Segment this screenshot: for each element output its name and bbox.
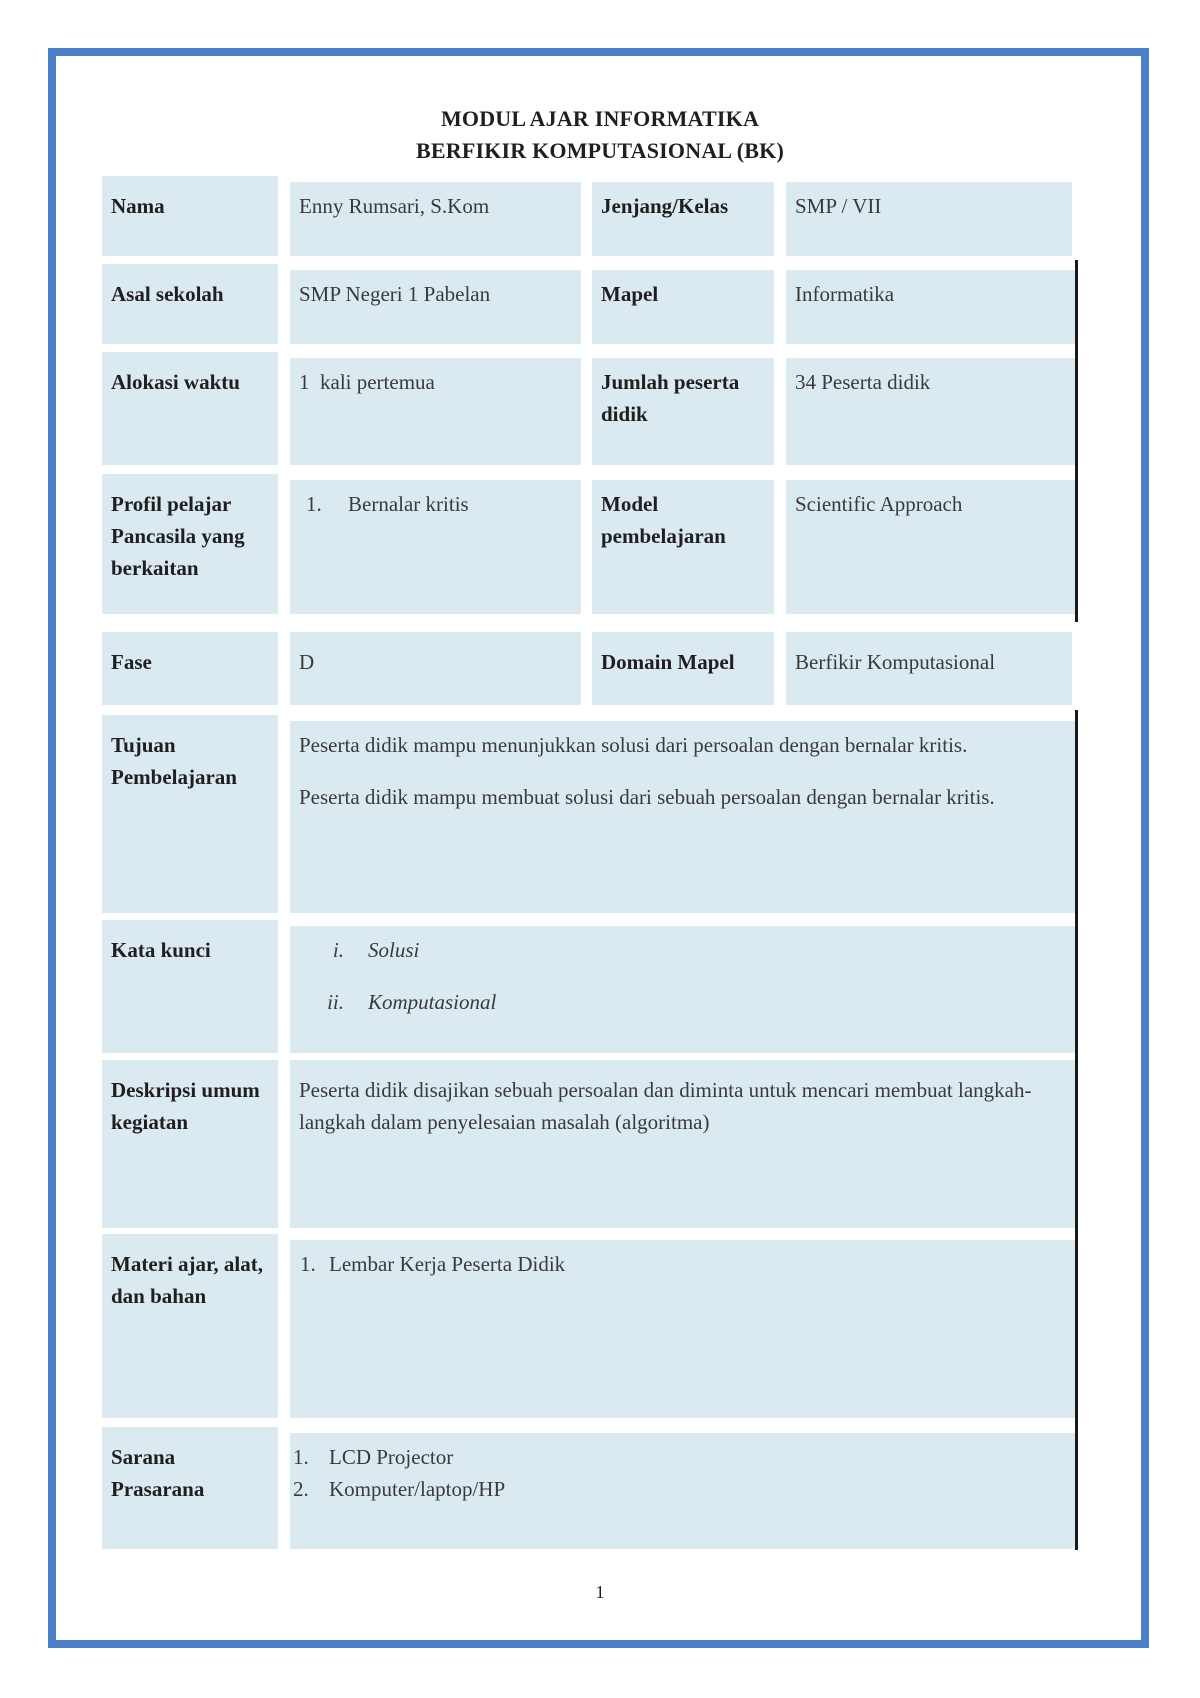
domain-mapel-label: Domain Mapel — [592, 632, 774, 705]
jenjang-value: SMP / VII — [786, 182, 1072, 256]
list-item: 1. Lembar Kerja Peserta Didik — [300, 1252, 566, 1276]
materi-label: Materi ajar, alat, dan bahan — [102, 1234, 278, 1418]
profil-pelajar-label: Profil pelajar Pancasila yang berkaitan — [102, 474, 278, 614]
sarana-value — [290, 1433, 1076, 1549]
list-item: 2. Komputer/laptop/HP — [293, 1477, 506, 1501]
fase-value: D — [290, 632, 581, 705]
tujuan-paragraph-2: Peserta didik mampu membuat solusi dari sebuah persoalan dengan bernalar kritis. — [299, 785, 995, 809]
table-rule — [1075, 710, 1078, 1550]
alokasi-waktu-label: Alokasi waktu — [102, 352, 278, 465]
mapel-label: Mapel — [592, 270, 774, 344]
materi-list — [300, 1248, 1068, 1280]
table-rule — [1075, 260, 1078, 622]
kata-kunci-label: Kata kunci — [102, 920, 278, 1053]
tujuan-label: Tujuan Pembelajaran — [102, 715, 278, 913]
asal-sekolah-label: Asal sekolah — [102, 264, 278, 344]
mapel-value: Informatika — [786, 270, 1076, 344]
profil-list — [306, 488, 573, 520]
model-pembelajaran-value: Scientific Approach — [786, 480, 1076, 614]
page-number: 1 — [595, 1582, 605, 1602]
jenjang-label: Jenjang/Kelas — [592, 182, 774, 256]
sarana-label: Sarana Prasarana — [102, 1427, 278, 1549]
tujuan-value — [290, 721, 1076, 913]
nama-label: Nama — [102, 176, 278, 256]
model-pembelajaran-label: Model pembelajaran — [592, 480, 774, 614]
deskripsi-value: Peserta didik disajikan sebuah persoalan dan diminta untuk mencari membuat langkah-langkah dalam penyelesaian masalah (algoritma) — [290, 1060, 1076, 1228]
fase-label: Fase — [102, 632, 278, 705]
jumlah-peserta-value: 34 Peserta didik — [786, 358, 1076, 465]
deskripsi-label: Deskripsi umum kegiatan — [102, 1060, 278, 1228]
list-item: 1. Bernalar kritis — [306, 492, 469, 516]
profil-pelajar-value — [290, 480, 581, 614]
kata-kunci-value — [290, 926, 1076, 1053]
document-title: MODUL AJAR INFORMATIKA — [440, 106, 760, 131]
asal-sekolah-value: SMP Negeri 1 Pabelan — [290, 270, 581, 344]
nama-value: Enny Rumsari, S.Kom — [290, 182, 581, 256]
sarana-list — [293, 1441, 1068, 1505]
materi-value — [290, 1240, 1076, 1418]
kata-kunci-list — [290, 934, 1068, 1018]
tujuan-paragraph-1: Peserta didik mampu menunjukkan solusi dari persoalan dengan bernalar kritis. — [299, 733, 968, 757]
list-item: i. Solusi — [332, 938, 420, 962]
document-subtitle: BERFIKIR KOMPUTASIONAL (BK) — [415, 138, 785, 163]
domain-mapel-value: Berfikir Komputasional — [786, 632, 1072, 705]
jumlah-peserta-label: Jumlah peserta didik — [592, 358, 774, 465]
alokasi-waktu-value: 1 kali pertemua — [290, 358, 581, 465]
list-item: 1. LCD Projector — [293, 1445, 454, 1469]
list-item: ii. Komputasional — [327, 990, 497, 1014]
